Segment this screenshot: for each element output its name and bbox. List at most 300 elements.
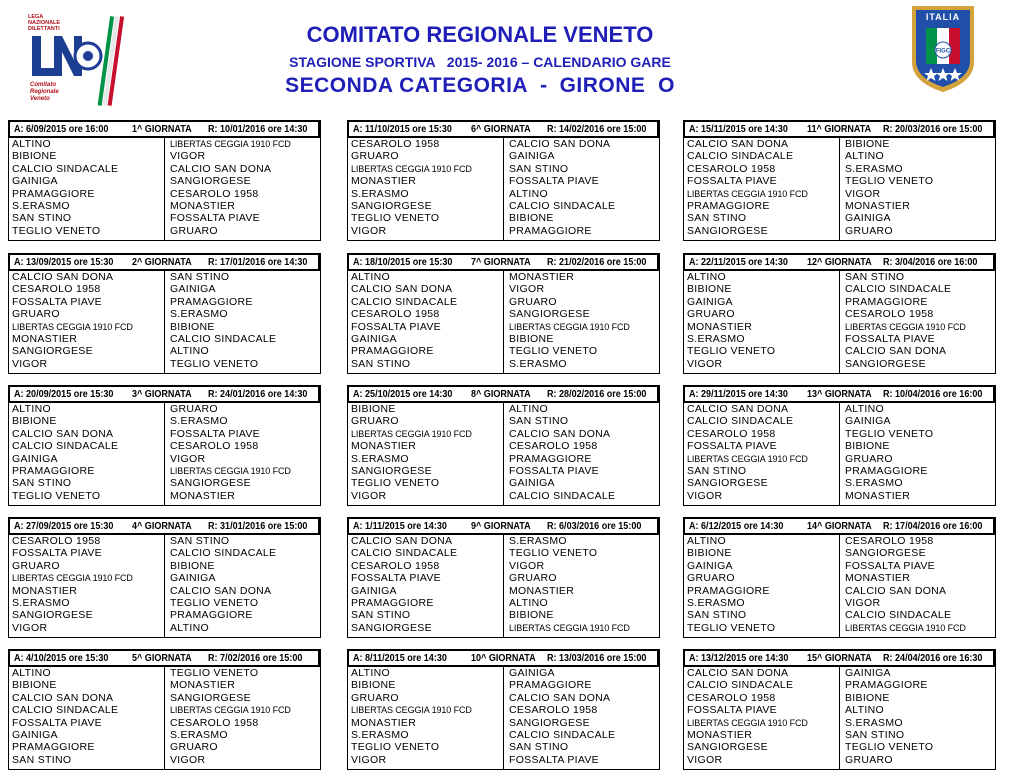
match-row [9,585,320,597]
round-number: 8^ GIORNATA [471,388,531,400]
round-number: 2^ GIORNATA [132,256,192,268]
match-row [9,283,320,295]
home-team: FOSSALTA PIAVE [12,295,102,308]
round-card [683,649,996,770]
away-team: BIBIONE [845,440,890,453]
away-team: S.ERASMO [845,716,903,729]
home-team: PRAMAGGIORE [687,199,770,212]
round-header [347,253,660,271]
return-leg-date: R: 21/02/2016 ore 15:00 [547,256,647,268]
home-team: GRUARO [351,150,399,163]
home-team: GAINIGA [687,559,733,572]
round-number: 12^ GIORNATA [807,256,872,268]
home-team: VIGOR [351,224,387,237]
away-team: ALTINO [845,150,884,163]
away-team: BIBIONE [845,138,890,150]
round-matches [8,138,321,241]
match-row [684,163,995,175]
round-number: 11^ GIORNATA [807,123,872,135]
match-row [348,345,659,357]
match-row [348,150,659,162]
match-row [348,622,659,634]
away-team: LIBERTAS CEGGIA 1910 FCD [845,622,966,633]
home-team: S.ERASMO [351,728,409,741]
away-team: CALCIO SAN DONA [509,691,611,704]
match-row [348,175,659,187]
home-team: CESAROLO 1958 [12,283,101,296]
home-team: CALCIO SINDACALE [12,162,119,175]
away-team: MONASTIER [845,199,911,212]
away-team: ALTINO [509,187,548,200]
match-row [684,754,995,766]
home-team: PRAMAGGIORE [351,596,434,609]
home-team: CALCIO SAN DONA [351,535,453,547]
away-team: CALCIO SAN DONA [509,427,611,440]
match-row [684,667,995,679]
match-row [684,188,995,200]
match-row [9,428,320,440]
home-team: VIGOR [351,753,387,766]
match-row [684,428,995,440]
home-team: CALCIO SINDACALE [687,415,794,428]
away-team: VIGOR [845,596,881,609]
return-leg-date: R: 6/03/2016 ore 15:00 [547,520,642,532]
match-row [684,547,995,559]
away-team: TEGLIO VENETO [509,345,598,358]
away-team: CALCIO SINDACALE [170,332,277,345]
match-row [684,465,995,477]
home-team: GAINIGA [12,452,58,465]
round-card [8,253,321,374]
away-team: GAINIGA [845,415,891,428]
home-team: FOSSALTA PIAVE [687,440,777,453]
away-team: MONASTIER [845,572,911,585]
away-team: CALCIO SINDACALE [509,199,616,212]
home-team: LIBERTAS CEGGIA 1910 FCD [687,188,808,199]
match-row [348,163,659,175]
return-leg-date: R: 31/01/2016 ore 15:00 [208,520,308,532]
home-team: S.ERASMO [687,596,745,609]
title-separator: - [540,74,548,97]
round-header [8,253,321,271]
away-team: CALCIO SAN DONA [845,345,947,358]
home-team: LIBERTAS CEGGIA 1910 FCD [12,321,133,332]
home-team: LIBERTAS CEGGIA 1910 FCD [351,428,472,439]
season-subtitle: STAGIONE SPORTIVA 2015- 2016 – CALENDARIO GARE [289,54,671,70]
away-team: SANGIORGESE [170,691,251,704]
home-team: CESAROLO 1958 [351,559,440,572]
home-team: CALCIO SINDACALE [687,150,794,163]
away-team: CALCIO SINDACALE [170,547,277,560]
home-team: SAN STINO [687,212,747,225]
first-leg-date: A: 8/11/2015 ore 14:30 [353,652,447,664]
away-team: ALTINO [170,621,209,634]
category-title [0,74,960,98]
home-team: SANGIORGESE [351,464,432,477]
away-team: GAINIGA [170,572,216,585]
home-team: CALCIO SINDACALE [12,704,119,717]
match-row [684,453,995,465]
match-row [684,403,995,415]
match-row [348,138,659,150]
first-leg-date: A: 13/09/2015 ore 15:30 [14,256,114,268]
match-row [9,225,320,237]
home-team: CALCIO SAN DONA [687,667,789,679]
match-row [9,729,320,741]
away-team: PRAMAGGIORE [509,224,592,237]
away-team: VIGOR [170,452,206,465]
away-team: CALCIO SAN DONA [845,584,947,597]
away-team: SANGIORGESE [509,716,590,729]
home-team: SANGIORGESE [687,741,768,754]
match-row [9,572,320,584]
home-team: VIGOR [687,753,723,766]
match-row [9,440,320,452]
home-team: GRUARO [12,308,60,321]
home-team: S.ERASMO [687,332,745,345]
home-team: FOSSALTA PIAVE [12,716,102,729]
home-team: VIGOR [12,357,48,370]
round-card [8,649,321,770]
home-team: SANGIORGESE [12,345,93,358]
first-leg-date: A: 4/10/2015 ore 15:30 [14,652,109,664]
away-team: CALCIO SINDACALE [509,489,616,502]
away-team: GRUARO [509,572,557,585]
home-team: CALCIO SINDACALE [12,440,119,453]
match-row [348,547,659,559]
away-team: TEGLIO VENETO [170,596,259,609]
home-team: ALTINO [687,535,726,547]
home-team: GAINIGA [12,728,58,741]
round-card [683,253,996,374]
home-team: GRUARO [687,308,735,321]
home-team: BIBIONE [12,150,57,163]
first-leg-date: A: 22/11/2015 ore 14:30 [689,256,788,268]
match-row [348,308,659,320]
match-row [348,296,659,308]
round-header [683,120,996,138]
match-row [9,271,320,283]
home-team: ALTINO [12,138,51,150]
match-row [348,403,659,415]
match-row [9,490,320,502]
home-team: LIBERTAS CEGGIA 1910 FCD [687,717,808,728]
lnd-logo-top-text: LEGA NAZIONALE DILETTANTI [28,14,61,32]
away-team: FOSSALTA PIAVE [509,753,599,766]
round-number: 4^ GIORNATA [132,520,192,532]
home-team: SAN STINO [351,357,411,370]
match-row [348,597,659,609]
home-team: GRUARO [12,559,60,572]
home-team: TEGLIO VENETO [687,345,776,358]
return-leg-date: R: 13/03/2016 ore 15:00 [547,652,647,664]
home-team: VIGOR [687,357,723,370]
match-row [9,597,320,609]
home-team: CALCIO SINDACALE [351,547,458,560]
round-number: 15^ GIORNATA [807,652,872,664]
round-matches [347,271,660,374]
away-team: PRAMAGGIORE [509,452,592,465]
match-row [9,717,320,729]
match-row [348,212,659,224]
return-leg-date: R: 17/01/2016 ore 14:30 [208,256,308,268]
away-team: CESAROLO 1958 [509,440,598,453]
match-row [9,667,320,679]
home-team: PRAMAGGIORE [12,741,95,754]
round-matches [8,535,321,638]
match-row [684,490,995,502]
home-team: BIBIONE [12,679,57,692]
match-row [348,560,659,572]
round-number: 13^ GIORNATA [807,388,872,400]
first-leg-date: A: 1/11/2015 ore 14:30 [353,520,447,532]
home-team: MONASTIER [687,728,753,741]
match-row [9,704,320,716]
match-row [684,358,995,370]
away-team: SAN STINO [845,728,905,741]
match-row [9,560,320,572]
home-team: GRUARO [687,572,735,585]
figc-letters: FIGC [935,48,951,55]
first-leg-date: A: 25/10/2015 ore 14:30 [353,388,453,400]
away-team: S.ERASMO [170,728,228,741]
away-team: CESAROLO 1958 [845,308,934,321]
match-row [9,403,320,415]
away-team: GRUARO [845,224,893,237]
away-team: PRAMAGGIORE [170,295,253,308]
away-team: ALTINO [845,704,884,717]
away-team: FOSSALTA PIAVE [845,559,935,572]
match-row [9,175,320,187]
away-team: ALTINO [509,596,548,609]
category-name: SECONDA CATEGORIA [285,74,529,97]
match-row [9,358,320,370]
away-team: CESAROLO 1958 [170,440,259,453]
home-team: BIBIONE [12,415,57,428]
home-team: S.ERASMO [351,187,409,200]
match-row [684,704,995,716]
round-header [347,517,660,535]
round-header [683,517,996,535]
match-row [348,535,659,547]
away-team: PRAMAGGIORE [845,295,928,308]
away-team: LIBERTAS CEGGIA 1910 FCD [170,705,291,716]
home-team: GAINIGA [12,175,58,188]
match-row [348,667,659,679]
round-header [8,120,321,138]
home-team: CESAROLO 1958 [687,162,776,175]
away-team: FOSSALTA PIAVE [509,175,599,188]
away-team: MONASTIER [170,679,236,692]
home-team: SANGIORGESE [351,621,432,634]
match-row [9,188,320,200]
round-header [8,517,321,535]
match-row [684,679,995,691]
round-card [683,385,996,506]
round-header [683,385,996,403]
home-team: GRUARO [351,415,399,428]
away-team: SAN STINO [170,271,230,283]
match-row [684,138,995,150]
first-leg-date: A: 15/11/2015 ore 14:30 [689,123,788,135]
home-team: SANGIORGESE [12,609,93,622]
match-row [9,609,320,621]
home-team: ALTINO [12,667,51,679]
round-card [347,517,660,638]
match-row [9,308,320,320]
match-row [684,609,995,621]
match-row [348,679,659,691]
home-team: PRAMAGGIORE [687,584,770,597]
home-team: MONASTIER [351,175,417,188]
away-team: SAN STINO [170,535,230,547]
match-row [9,296,320,308]
away-team: CALCIO SAN DONA [509,138,611,150]
away-team: TEGLIO VENETO [170,667,259,679]
round-card [8,120,321,241]
home-team: TEGLIO VENETO [12,489,101,502]
match-row [348,692,659,704]
home-team: MONASTIER [351,716,417,729]
home-team: SAN STINO [687,609,747,622]
away-team: SANGIORGESE [170,175,251,188]
round-matches [8,403,321,506]
first-leg-date: A: 13/12/2015 ore 14:30 [689,652,789,664]
away-team: MONASTIER [170,489,236,502]
home-team: BIBIONE [351,679,396,692]
home-team: LIBERTAS CEGGIA 1910 FCD [687,453,808,464]
round-number: 7^ GIORNATA [471,256,531,268]
home-team: CALCIO SAN DONA [687,403,789,415]
home-team: CALCIO SINDACALE [351,295,458,308]
away-team: SAN STINO [845,271,905,283]
round-number: 3^ GIORNATA [132,388,192,400]
away-team: LIBERTAS CEGGIA 1910 FCD [170,465,291,476]
away-team: GAINIGA [845,667,891,679]
away-team: FOSSALTA PIAVE [170,427,260,440]
match-row [348,490,659,502]
round-number: 6^ GIORNATA [471,123,531,135]
away-team: CALCIO SAN DONA [170,584,272,597]
home-team: GAINIGA [351,332,397,345]
away-team: SANGIORGESE [170,477,251,490]
home-team: CALCIO SAN DONA [687,138,789,150]
match-row [348,271,659,283]
return-leg-date: R: 7/02/2016 ore 15:00 [208,652,303,664]
match-row [684,415,995,427]
round-matches [683,667,996,770]
match-row [684,296,995,308]
home-team: BIBIONE [687,283,732,296]
match-row [684,321,995,333]
away-team: LIBERTAS CEGGIA 1910 FCD [170,139,291,149]
match-row [684,333,995,345]
first-leg-date: A: 11/10/2015 ore 15:30 [353,123,452,135]
away-team: S.ERASMO [509,535,567,547]
away-team: MONASTIER [509,584,575,597]
away-team: CESAROLO 1958 [170,716,259,729]
home-team: ALTINO [351,271,390,283]
home-team: CALCIO SAN DONA [12,427,114,440]
match-row [348,283,659,295]
home-team: CESAROLO 1958 [687,691,776,704]
match-row [348,333,659,345]
home-team: SAN STINO [12,212,72,225]
page-title: COMITATO REGIONALE VENETO [306,22,654,47]
match-row [9,453,320,465]
away-team: FOSSALTA PIAVE [170,212,260,225]
round-matches [347,535,660,638]
return-leg-date: R: 20/03/2016 ore 15:00 [883,123,983,135]
away-team: TEGLIO VENETO [845,175,934,188]
match-row [684,440,995,452]
first-leg-date: A: 29/11/2015 ore 14:30 [689,388,788,400]
match-row [9,321,320,333]
away-team: TEGLIO VENETO [170,357,259,370]
round-matches [8,667,321,770]
home-team: FOSSALTA PIAVE [687,175,777,188]
away-team: SAN STINO [509,415,569,428]
away-team: SANGIORGESE [509,308,590,321]
figc-logo [910,4,976,94]
match-row [684,585,995,597]
match-row [684,271,995,283]
match-row [9,212,320,224]
away-team: GRUARO [170,224,218,237]
away-team: SAN STINO [509,741,569,754]
away-team: SANGIORGESE [845,547,926,560]
round-card [347,120,660,241]
home-team: TEGLIO VENETO [351,212,440,225]
away-team: S.ERASMO [170,415,228,428]
calendar-grid [0,116,1024,781]
home-team: VIGOR [12,621,48,634]
round-card [683,120,996,241]
round-card [347,649,660,770]
match-row [348,465,659,477]
return-leg-date: R: 14/02/2016 ore 15:00 [547,123,647,135]
away-team: GRUARO [170,741,218,754]
match-row [348,729,659,741]
away-team: S.ERASMO [845,477,903,490]
round-header [8,385,321,403]
match-row [684,535,995,547]
round-matches [8,271,321,374]
match-row [348,188,659,200]
home-team: CALCIO SAN DONA [12,271,114,283]
round-number: 9^ GIORNATA [471,520,531,532]
home-team: MONASTIER [351,440,417,453]
match-row [684,560,995,572]
group-name: GIRONE O [559,74,675,97]
away-team: BIBIONE [509,609,554,622]
round-header [347,385,660,403]
home-team: FOSSALTA PIAVE [687,704,777,717]
home-team: SANGIORGESE [351,199,432,212]
match-row [348,200,659,212]
home-team: S.ERASMO [12,596,70,609]
round-card [8,517,321,638]
match-row [684,212,995,224]
home-team: FOSSALTA PIAVE [351,572,441,585]
away-team: BIBIONE [170,320,215,333]
match-row [9,741,320,753]
round-number: 10^ GIORNATA [471,652,536,664]
return-leg-date: R: 17/04/2016 ore 16:00 [883,520,983,532]
match-row [9,138,320,150]
home-team: LIBERTAS CEGGIA 1910 FCD [12,573,133,584]
away-team: LIBERTAS CEGGIA 1910 FCD [509,321,630,332]
